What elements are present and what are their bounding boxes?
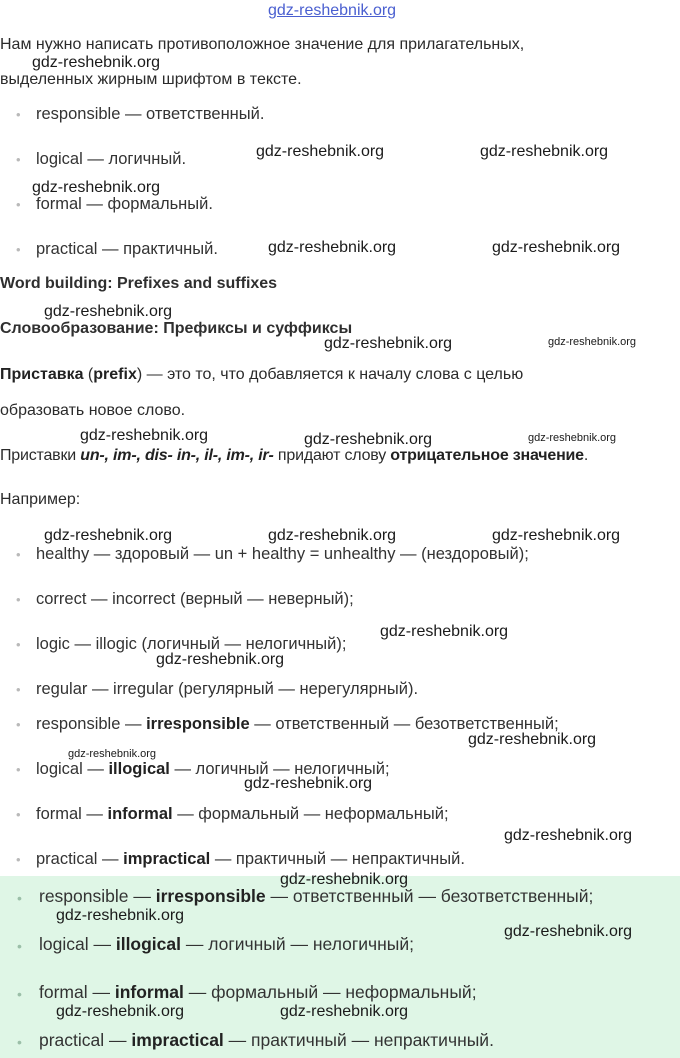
heading-russian: Словообразование: Префиксы и суффиксы <box>0 320 353 337</box>
watermark: gdz-reshebnik.org <box>44 527 173 544</box>
answer-text <box>39 982 477 1002</box>
list-item <box>18 544 529 564</box>
watermark: gdz-reshebnik.org <box>492 527 621 544</box>
watermark: gdz-reshebnik.org <box>44 303 173 320</box>
watermark: gdz-reshebnik.org <box>480 143 609 160</box>
watermark: gdz-reshebnik.org <box>304 431 433 448</box>
prefix-definition-line-2: образовать новое слово. <box>0 402 186 419</box>
list-item-text: logic — illogic (логичный — нелогичный); <box>36 635 347 653</box>
text-bold: informal <box>107 805 173 823</box>
watermark: gdz-reshebnik.org <box>68 748 157 760</box>
intro-line-1: Нам нужно написать противоположное значение для прилагательных, <box>0 36 525 53</box>
watermark: gdz-reshebnik.org <box>80 427 209 444</box>
watermark: gdz-reshebnik.org <box>56 1003 185 1020</box>
list-item-text: logical — логичный. <box>36 150 187 168</box>
watermark: gdz-reshebnik.org <box>268 527 397 544</box>
list-item-text <box>36 850 465 868</box>
example-label: Например: <box>0 491 81 508</box>
watermark: gdz-reshebnik.org <box>324 335 453 352</box>
list-item-text: practical — практичный. <box>36 240 218 258</box>
text-pre: logical — <box>39 934 116 954</box>
text-post: — логичный — нелогичный; <box>181 934 414 954</box>
intro-line-2: выделенных жирным шрифтом в тексте. <box>0 71 302 88</box>
text-pre: practical — <box>39 1030 132 1050</box>
watermark: gdz-reshebnik.org <box>504 923 633 940</box>
answer-item <box>18 981 477 1003</box>
text-post: — практичный — непрактичный. <box>223 1030 494 1050</box>
list-item <box>18 239 218 259</box>
heading-english: Word building: Prefixes and suffixes <box>0 275 278 292</box>
text-post: — формальный — неформальный; <box>183 982 477 1002</box>
text-pre: responsible — <box>36 715 147 733</box>
text-post: — практичный — непрактичный. <box>210 850 465 868</box>
text-bold: impractical <box>123 850 211 868</box>
watermark: gdz-reshebnik.org <box>280 1003 409 1020</box>
term-prefix-ru: Приставка <box>0 366 84 383</box>
text-pre: practical — <box>36 850 124 868</box>
watermark: gdz-reshebnik.org <box>504 827 633 844</box>
term-prefix-en: prefix <box>93 366 137 383</box>
answer-text <box>39 1030 494 1050</box>
watermark: gdz-reshebnik.org <box>380 623 509 640</box>
watermark: gdz-reshebnik.org <box>492 239 621 256</box>
text-pre: formal — <box>36 805 108 823</box>
answer-text <box>39 886 593 906</box>
prefixes-line <box>0 446 588 466</box>
text-post: — ответственный — безответственный; <box>265 886 594 906</box>
list-item-text <box>36 805 449 823</box>
answer-item <box>18 933 414 955</box>
text-post: — ответственный — безответственный; <box>249 715 559 733</box>
list-item <box>18 804 449 824</box>
list-item <box>18 194 213 214</box>
answer-item <box>18 1029 494 1051</box>
watermark: gdz-reshebnik.org <box>32 54 161 71</box>
negative-meaning: отрицательное значение <box>390 447 584 464</box>
list-item <box>18 589 354 609</box>
text-bold: informal <box>114 982 184 1002</box>
definition-open: ( <box>83 366 94 383</box>
list-item-text: correct — incorrect (верный — неверный); <box>36 590 354 608</box>
text-bold: impractical <box>131 1030 224 1050</box>
watermark: gdz-reshebnik.org <box>56 907 185 924</box>
watermark: gdz-reshebnik.org <box>280 871 409 888</box>
list-item <box>18 679 418 699</box>
watermark: gdz-reshebnik.org <box>528 432 617 444</box>
watermark: gdz-reshebnik.org <box>256 143 385 160</box>
watermark: gdz-reshebnik.org <box>244 775 373 792</box>
prefixes-mid: придают слову <box>273 447 391 464</box>
prefixes-list: un-, im-, dis- in-, il-, im-, ir- <box>80 447 274 464</box>
list-item <box>18 849 465 869</box>
text-bold: irresponsible <box>155 886 266 906</box>
list-item-text: formal — формальный. <box>36 195 213 213</box>
prefixes-end: . <box>583 447 589 464</box>
text-pre: responsible — <box>39 886 156 906</box>
watermark: gdz-reshebnik.org <box>32 179 161 196</box>
prefixes-start: Приставки <box>0 447 81 464</box>
text-post: — формальный — неформальный; <box>172 805 449 823</box>
list-item-text: responsible — ответственный. <box>36 105 265 123</box>
text-bold: irresponsible <box>146 715 250 733</box>
text-bold: illogical <box>108 760 170 778</box>
list-item <box>18 104 264 124</box>
text-bold: illogical <box>115 934 181 954</box>
watermark: gdz-reshebnik.org <box>156 651 285 668</box>
list-item-text: healthy — здоровый — un + healthy = unhealthy — (нездоровый); <box>36 545 529 563</box>
watermark: gdz-reshebnik.org <box>268 239 397 256</box>
text-pre: formal — <box>39 982 115 1002</box>
answer-text <box>39 934 414 954</box>
watermark: gdz-reshebnik.org <box>468 731 597 748</box>
text-pre: logical — <box>36 760 109 778</box>
definition-rest: ) — это то, что добавляется к началу слова с целью <box>136 366 524 383</box>
list-item <box>18 149 186 169</box>
text-post: — логичный — нелогичный; <box>169 760 390 778</box>
watermark: gdz-reshebnik.org <box>548 336 637 348</box>
prefix-definition <box>0 365 523 385</box>
list-item-text: regular — irregular (регулярный — нерегулярный). <box>36 680 419 698</box>
watermark-top[interactable]: gdz-reshebnik.org <box>268 2 397 19</box>
